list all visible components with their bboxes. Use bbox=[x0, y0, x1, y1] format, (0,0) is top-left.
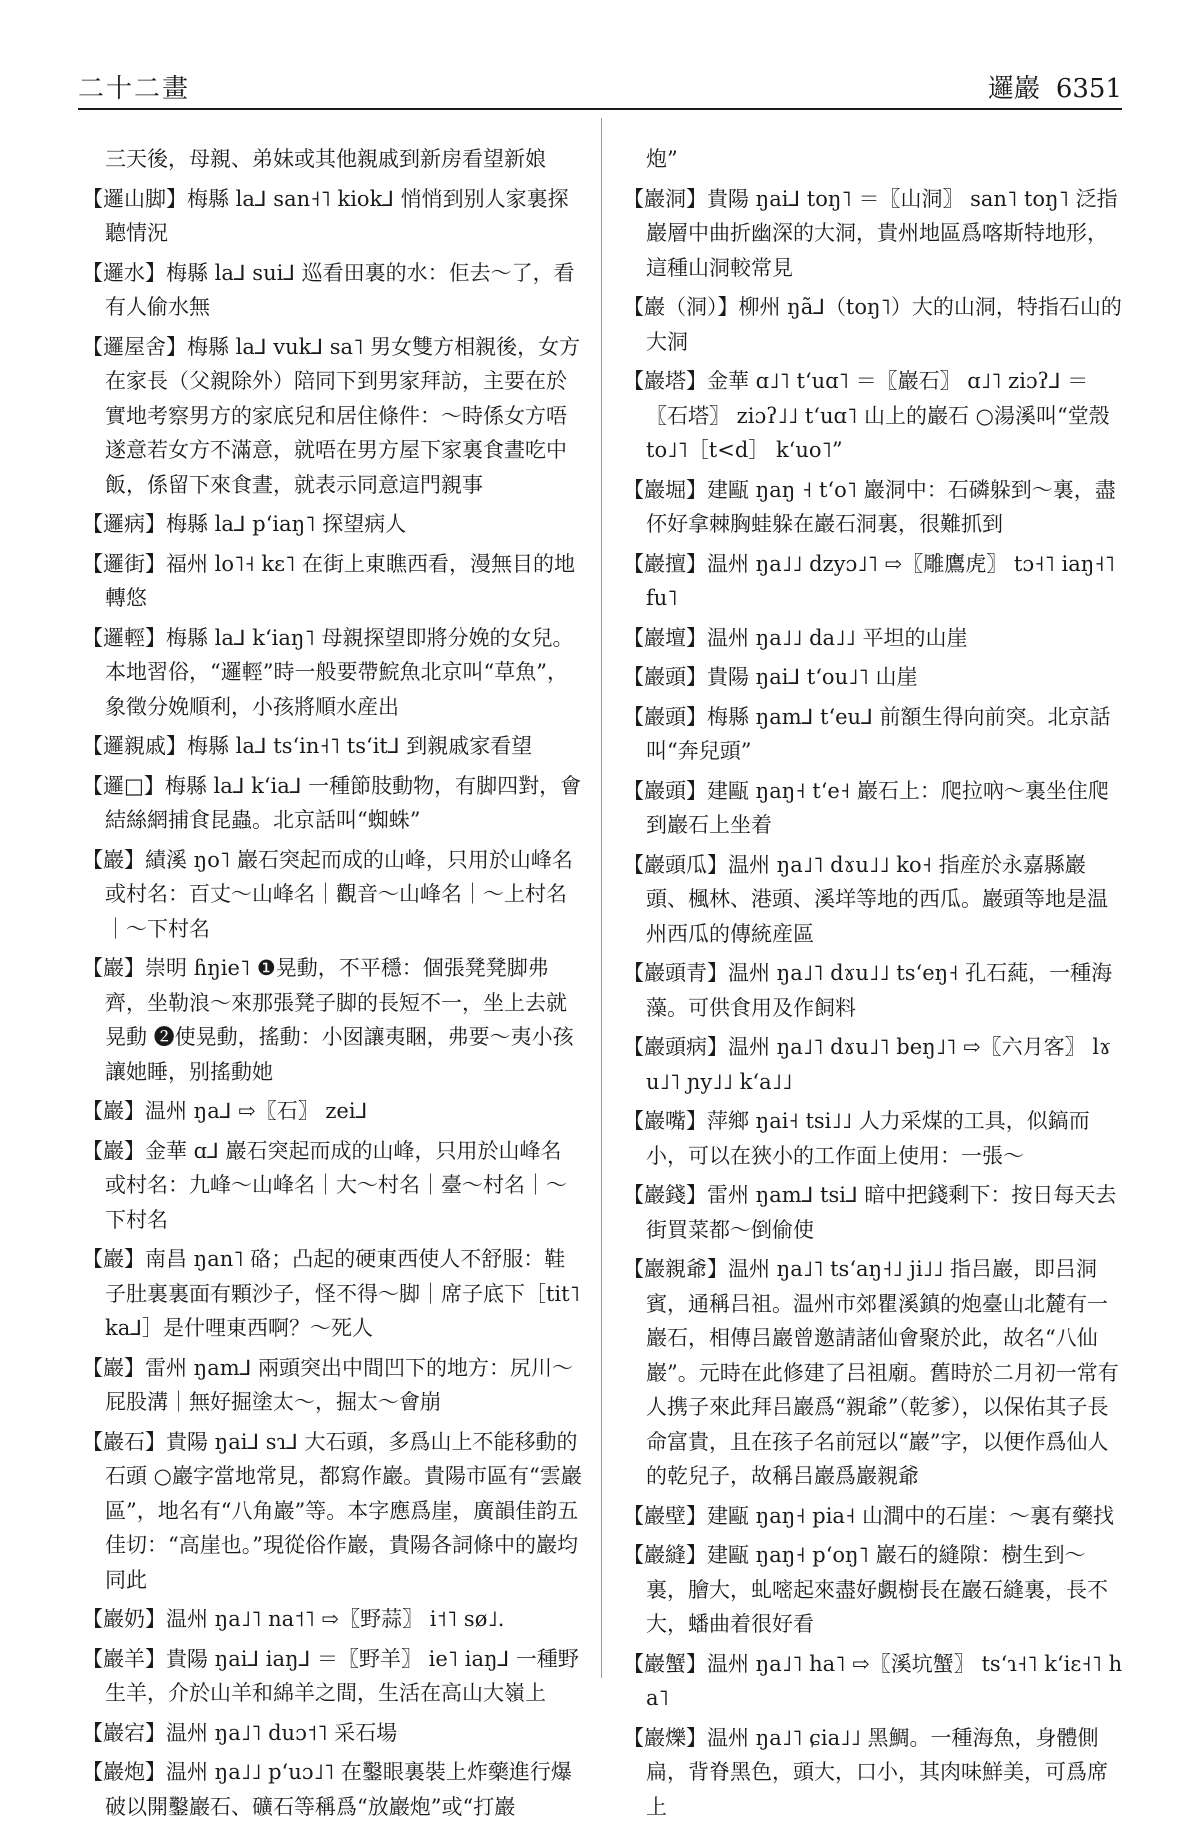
dictionary-entry: 【邏屋舍】梅縣 la⅃ vuk⅃ sa˥ 男女雙方相親後，女方在家長（父親除外）陪同下到男家拜訪，主要在於實地考察男方的家底兒和居住條件：～時係女方唔遂意若女方不滿意，就唔在男方屋下家裏食晝吃中飯，係留下來食晝，就表示同意這門親事 bbox=[82, 334, 581, 497]
page-header bbox=[78, 60, 1122, 106]
page-number: 6351 bbox=[1055, 74, 1122, 104]
running-keyword: 邏巖 bbox=[987, 74, 1040, 104]
dictionary-entry: 【巖】績溪 ŋo˥ 巖石突起而成的山峰，只用於山峰名或村名：百丈～山峰名｜觀音～山峰名｜～上村名｜～下村名 bbox=[82, 847, 573, 941]
dictionary-entry: 【巖親爺】温州 ŋa˩˥ tsʻaŋ˧˩ ji˩˩ 指吕巖，即吕洞賓，通稱吕祖。温州市郊瞿溪鎮的炮臺山北麓有一巖石，相傳吕巖曾邀請諸仙會聚於此，故名“八仙巖”。元時在此修建了吕祖廟。舊時於二月初一常有人携子來此拜吕巖爲“親爺”（乾爹），以保佑其子長命富貴，且在孩子名前冠以“巖”字，以便作爲仙人的乾兒子，故稱吕巖爲巖親爺 bbox=[623, 1257, 1119, 1488]
dictionary-entry: 【巖錢】雷州 ŋam⅃ tsi⅃ 暗中把錢剩下：按日每天去街買菜都～倒偷使 bbox=[623, 1183, 1117, 1242]
dictionary-entry: 【巖炮】温州 ŋa˩˩ pʻuɔ˩˥ 在鑿眼裏裝上炸藥進行爆破以開鑿巖石、礦石等稱爲“放巖炮”或“打巖 bbox=[82, 1760, 572, 1819]
dictionary-entry: 【巖頭瓜】温州 ŋa˩˥ dɤu˩˩ ko˧ 指産於永嘉縣巖頭、楓林、港頭、溪垟等地的西瓜。巖頭等地是温州西瓜的傳統産區 bbox=[623, 852, 1108, 946]
dictionary-entry: 【巖嘴】萍鄉 ŋai˧ tsi˩˩ 人力采煤的工具，似鎬而小，可以在狹小的工作面上使用：一張～ bbox=[623, 1109, 1090, 1168]
dictionary-entry: 【巖頭病】温州 ŋa˩˥ dɤu˩˥ beŋ˩˥ ⇨〖六月客〗 lɤu˩˥ ɲy˩˩ kʻa˩˩ bbox=[623, 1035, 1111, 1094]
dictionary-entry: 【巖擅】温州 ŋa˩˩ dzyɔ˩˥ ⇨〖雕鷹虎〗 tɔ˧˥ iaŋ˧˥ fu˥ bbox=[623, 551, 1115, 610]
dictionary-entry: 【巖奶】温州 ŋa˩˥ na˦˥ ⇨〖野蒜〗 i˦˥ sø˩. bbox=[82, 1607, 505, 1631]
dictionary-entry: 【巖】崇明 ɦŋie˥ ❶晃動，不平穩：個張凳凳脚弗齊，坐勒浪～來那張凳子脚的長短不一，坐上去就晃動 ❷使晃動，搖動：小囡讓夷睏，弗要～夷小孩讓她睡，别搖動她 bbox=[82, 956, 574, 1084]
dictionary-entry: 【巖頭青】温州 ŋa˩˥ dɤu˩˩ tsʻeŋ˧ 孔石蒓，一種海藻。可供食用及作飼料 bbox=[623, 961, 1113, 1020]
dictionary-entry: 【邏□】梅縣 la⅃ kʻia⅃ 一種節肢動物，有脚四對，會結絲網捕食昆蟲。北京話叫“蜘蛛” bbox=[82, 773, 582, 832]
dictionary-entry: 【巖堀】建甌 ŋaŋ ˧ tʻo˥ 巖洞中：石磷躲到～裏，盡伓好拿棘胸蛙躲在巖石洞裏，很難抓到 bbox=[623, 477, 1116, 536]
running-head bbox=[988, 68, 1122, 105]
dictionary-entry: 【巖】温州 ŋa⅃ ⇨〖石〗 zei⅃ bbox=[82, 1099, 368, 1123]
dictionary-entry: 【邏山脚】梅縣 la⅃ san˧˥ kiok⅃ 悄悄到别人家裏探聽情況 bbox=[82, 186, 569, 245]
dictionary-entry: 【巖羊】貴陽 ŋai⅃ iaŋ⅃ ＝〖野羊〗 ie˥ iaŋ⅃ 一種野生羊，介於山羊和綿羊之間，生活在高山大嶺上 bbox=[82, 1646, 579, 1705]
dictionary-entry: 【巖爍】温州 ŋa˩˥ ɕia˩˩ 黑鯛。一種海魚，身體側扁，背脊黑色，頭大，口小，其肉味鮮美，可爲席上 bbox=[623, 1725, 1108, 1819]
dictionary-entry: 【巖】雷州 ŋam⅃ 兩頭突出中間凹下的地方：尻川～屁股溝｜無好掘塗太～，掘太～會崩 bbox=[82, 1355, 574, 1414]
dictionary-entry: 【邏水】梅縣 la⅃ sui⅃ 巡看田裏的水：佢去～了，看有人偷水無 bbox=[82, 260, 575, 319]
column-divider bbox=[601, 118, 602, 1678]
left-column bbox=[82, 142, 582, 1829]
dictionary-entry: 【巖石】貴陽 ŋai⅃ sɿ⅃ 大石頭，多爲山上不能移動的石頭 ○巖字當地常見，都寫作巖。貴陽市區有“雲巖區”，地名有“八角巖”等。本字應爲崖，廣韻佳韵五佳切：“高崖也。”現從俗作巖，貴陽各詞條中的巖均同此 bbox=[82, 1429, 582, 1592]
dictionary-entry: 【巖洞】貴陽 ŋai⅃ toŋ˥ ＝〖山洞〗 san˥ toŋ˥ 泛指巖層中曲折幽深的大洞，貴州地區爲喀斯特地形，這種山洞較常見 bbox=[623, 186, 1118, 280]
dictionary-entry: 【邏街】福州 lo˥˧ kɛ˥ 在街上東瞧西看，漫無目的地轉悠 bbox=[82, 551, 576, 610]
dictionary-entry: 【巖頭】梅縣 ŋam⅃ tʻeu⅃ 前額生得向前突。北京話叫“奔兒頭” bbox=[623, 704, 1111, 763]
dictionary-entry: 【巖頭】建甌 ŋaŋ˧ tʻe˧ 巖石上：爬拉吶～裏坐住爬到巖石上坐着 bbox=[623, 778, 1109, 837]
dictionary-entry: 【巖（洞）】柳州 ŋã⅃（toŋ˥）大的山洞，特指石山的大洞 bbox=[623, 295, 1122, 354]
section-title: 二十二畫 bbox=[78, 74, 191, 104]
right-column bbox=[623, 142, 1123, 1829]
dictionary-entry: 【巖】南昌 ŋan˥ 硌；凸起的硬東西使人不舒服：鞋子肚裏裏面有顆沙子，怪不得～脚｜席子底下［tit˥ ka⅃］是什哩東西啊？～死人 bbox=[82, 1247, 580, 1340]
dictionary-entry: 【邏病】梅縣 la⅃ pʻiaŋ˥ 探望病人 bbox=[82, 512, 407, 536]
dictionary-entry: 【邏親戚】梅縣 la⅃ tsʻin˧˥ tsʻit⅃ 到親戚家看望 bbox=[82, 734, 533, 758]
dictionary-entry: 炮” bbox=[646, 147, 678, 171]
dictionary-entry: 【巖壁】建甌 ŋaŋ˧ pia˧ 山澗中的石崖：～裏有藥找 bbox=[623, 1503, 1114, 1528]
dictionary-entry: 【巖縫】建甌 ŋaŋ˧ pʻoŋ˥ 巖石的縫隙：樹生到～裏，膾大，虬嘧起來盡好覷樹長在巖石縫裏，長不大，蟠曲着很好看 bbox=[623, 1543, 1108, 1636]
dictionary-entry: 【巖宕】温州 ŋa˩˥ duɔ˦˥ 采石場 bbox=[82, 1720, 398, 1745]
dictionary-entry: 【巖塔】金華 ɑ˩˥ tʻuɑ˥ ＝〖巖石〗 ɑ˩˥ ziɔʔ⅃ ＝〖石塔〗 ziɔʔ˩˩ tʻuɑ˥ 山上的巖石 ○湯溪叫“堂殼 to˩˥［t<d］ kʻuo˥” bbox=[623, 369, 1110, 462]
dictionary-entry: 三天後，母親、弟妹或其他親戚到新房看望新娘 bbox=[105, 147, 546, 171]
header-rule bbox=[78, 108, 1122, 110]
dictionary-entry: 【巖蟹】温州 ŋa˩˥ ha˥ ⇨〖溪坑蟹〗 tsʻɿ˧˥ kʻiɛ˧˥ ha˥ bbox=[623, 1651, 1123, 1710]
dictionary-entry: 【巖壇】温州 ŋa˩˩ da˩˩ 平坦的山崖 bbox=[623, 625, 968, 650]
dictionary-entry: 【巖頭】貴陽 ŋai⅃ tʻou˩˥ 山崖 bbox=[623, 665, 918, 689]
dictionary-entry: 【邏輕】梅縣 la⅃ kʻiaŋ˥ 母親探望即將分娩的女兒。本地習俗，“邏輕”時一般要帶鯇魚北京叫“草魚”，象徵分娩順利，小孩將順水産出 bbox=[82, 625, 574, 719]
dictionary-entry: 【巖】金華 ɑ⅃ 巖石突起而成的山峰，只用於山峰名或村名：九峰～山峰名｜大～村名｜臺～村名｜～下村名 bbox=[82, 1138, 567, 1232]
